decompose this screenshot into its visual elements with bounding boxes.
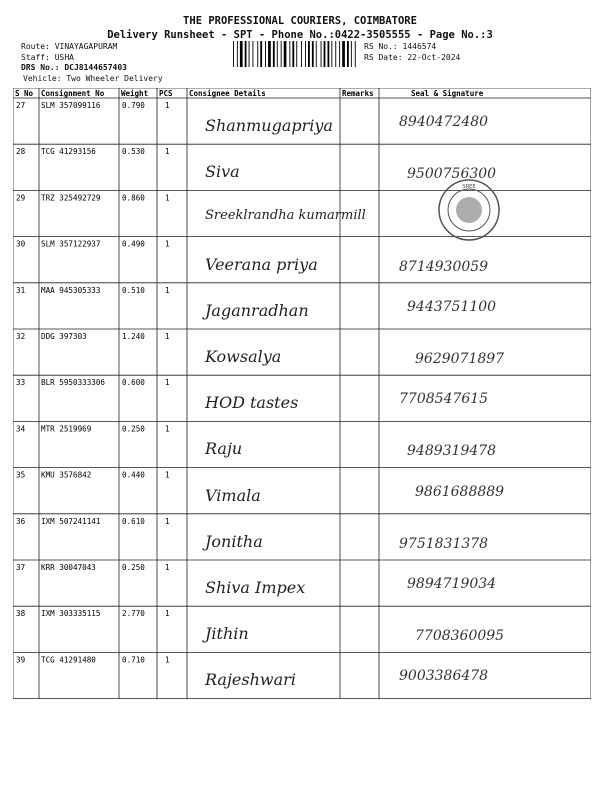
serial-number: 36 — [16, 516, 26, 526]
pcs-count: 1 — [165, 470, 170, 480]
consignment-number: SLM 357122937 — [41, 239, 101, 249]
column-header: Consignee Details — [189, 89, 266, 98]
pcs-count: 1 — [165, 378, 170, 388]
consignee-name: Kowsalya — [205, 347, 282, 366]
signature-phone: 9500756300 — [407, 166, 497, 183]
serial-number: 39 — [16, 655, 26, 665]
consignment-number: IXM 303335115 — [41, 609, 101, 619]
consignment-number: MAA 945305333 — [41, 285, 101, 295]
serial-number: 32 — [16, 332, 26, 341]
weight-value: 1.240 — [122, 332, 145, 341]
barcode-image — [231, 41, 357, 67]
consignment-number: KMU 3576842 — [41, 470, 92, 480]
weight-value: 2.770 — [122, 609, 145, 619]
pcs-count: 1 — [165, 239, 170, 249]
consignee-name: Vimala — [205, 485, 261, 505]
weight-value: 0.250 — [122, 424, 145, 434]
consignee-name: Jithin — [205, 624, 249, 644]
serial-number: 29 — [16, 193, 26, 203]
route-label: Route: VINAYAGAPURAM — [21, 42, 118, 51]
meta-left — [21, 42, 163, 84]
consignee-name: Siva — [205, 162, 240, 182]
pcs-count: 1 — [165, 193, 170, 203]
drs-label: DRS No.: DCJ8144657403 — [21, 63, 127, 73]
column-header: Weight — [121, 89, 149, 98]
weight-value: 0.250 — [122, 563, 145, 572]
signature-phone: 9003386478 — [399, 668, 489, 685]
pcs-count: 1 — [165, 563, 170, 572]
pcs-count: 1 — [165, 147, 170, 157]
column-header: Remarks — [342, 89, 374, 98]
consignment-number: MTR 2519969 — [41, 424, 92, 434]
weight-value: 0.860 — [122, 193, 145, 203]
meta-right — [364, 42, 460, 63]
weight-value: 0.790 — [122, 101, 145, 110]
consignment-number: BLR 5950333306 — [41, 378, 106, 388]
serial-number: 37 — [16, 563, 26, 572]
column-header: S No — [15, 89, 34, 98]
pcs-count: 1 — [165, 285, 170, 295]
serial-number: 35 — [16, 470, 26, 480]
pcs-count: 1 — [165, 516, 170, 526]
consignment-number: TCG 41293156 — [41, 147, 96, 157]
consignee-name: Jonitha — [205, 531, 263, 551]
consignment-number: DDG 397303 — [41, 332, 87, 341]
consignment-number: IXM 507241141 — [41, 516, 101, 526]
serial-number: 28 — [16, 147, 26, 157]
serial-number: 38 — [16, 609, 26, 619]
column-header: Seal & Signature — [411, 89, 484, 98]
serial-number: 27 — [16, 101, 26, 110]
consignee-name: Jaganradhan — [205, 300, 309, 320]
consignee-name: Rajeshwari — [205, 670, 296, 690]
weight-value: 0.490 — [122, 239, 145, 249]
serial-number: 33 — [16, 378, 26, 388]
consignment-number: KRR 30047043 — [41, 563, 96, 572]
weight-value: 0.530 — [122, 147, 145, 157]
runsheet-subtitle: Delivery Runsheet - SPT - Phone No.:0422-3505555 - Page No.:3 — [107, 29, 493, 41]
svg-text:SREE: SREE — [462, 184, 476, 190]
pcs-count: 1 — [165, 332, 170, 341]
signature-phone: 8714930059 — [399, 258, 489, 275]
company-title: THE PROFESSIONAL COURIERS, COIMBATORE — [183, 15, 417, 27]
staff-label: Staff: USHA — [21, 52, 74, 62]
signature-phone: 9751831378 — [399, 535, 489, 552]
weight-value: 0.610 — [122, 516, 145, 526]
pcs-count: 1 — [165, 424, 170, 434]
pcs-count: 1 — [165, 655, 170, 665]
consignment-number: SLM 357099116 — [41, 101, 101, 110]
rs-date: RS Date: 22-Oct-2024 — [364, 52, 461, 62]
column-header: PCS — [159, 89, 173, 98]
serial-number: 31 — [16, 285, 26, 295]
consignee-name: Raju — [205, 439, 243, 459]
runsheet-table — [13, 88, 591, 796]
rs-number: RS No.: 1446574 — [364, 42, 437, 51]
signature-phone: 9489319478 — [407, 443, 497, 460]
consignee-name: Shanmugapriya — [205, 116, 333, 135]
signature-phone: 9861688889 — [415, 483, 505, 500]
consignee-name: Shiva Impex — [205, 578, 306, 597]
weight-value: 0.440 — [122, 470, 145, 480]
signature-phone: 8940472480 — [399, 114, 489, 130]
weight-value: 0.600 — [122, 378, 145, 388]
consignee-name: HOD tastes — [205, 393, 299, 413]
company-seal-stamp — [436, 177, 502, 243]
weight-value: 0.510 — [122, 285, 145, 295]
consignment-number: TCG 41291480 — [41, 655, 96, 665]
serial-number: 34 — [16, 424, 26, 434]
signature-phone: 9629071897 — [415, 351, 505, 367]
signature-phone: 7708547615 — [399, 391, 489, 408]
pcs-count: 1 — [165, 101, 170, 110]
column-header: Consignment No — [41, 89, 105, 98]
consignment-number: TRZ 325492729 — [41, 193, 101, 203]
consignee-name: Sreeklrandha kumarmill — [205, 208, 366, 224]
consignee-name: Veerana priya — [205, 254, 318, 274]
signature-phone: 9894719034 — [407, 576, 497, 592]
signature-phone: 9443751100 — [407, 298, 497, 315]
pcs-count: 1 — [165, 609, 170, 619]
weight-value: 0.710 — [122, 655, 145, 665]
vehicle-label: Vehicle: Two Wheeler Delivery — [23, 73, 163, 83]
signature-phone: 7708360095 — [415, 628, 505, 645]
serial-number: 30 — [16, 239, 26, 249]
